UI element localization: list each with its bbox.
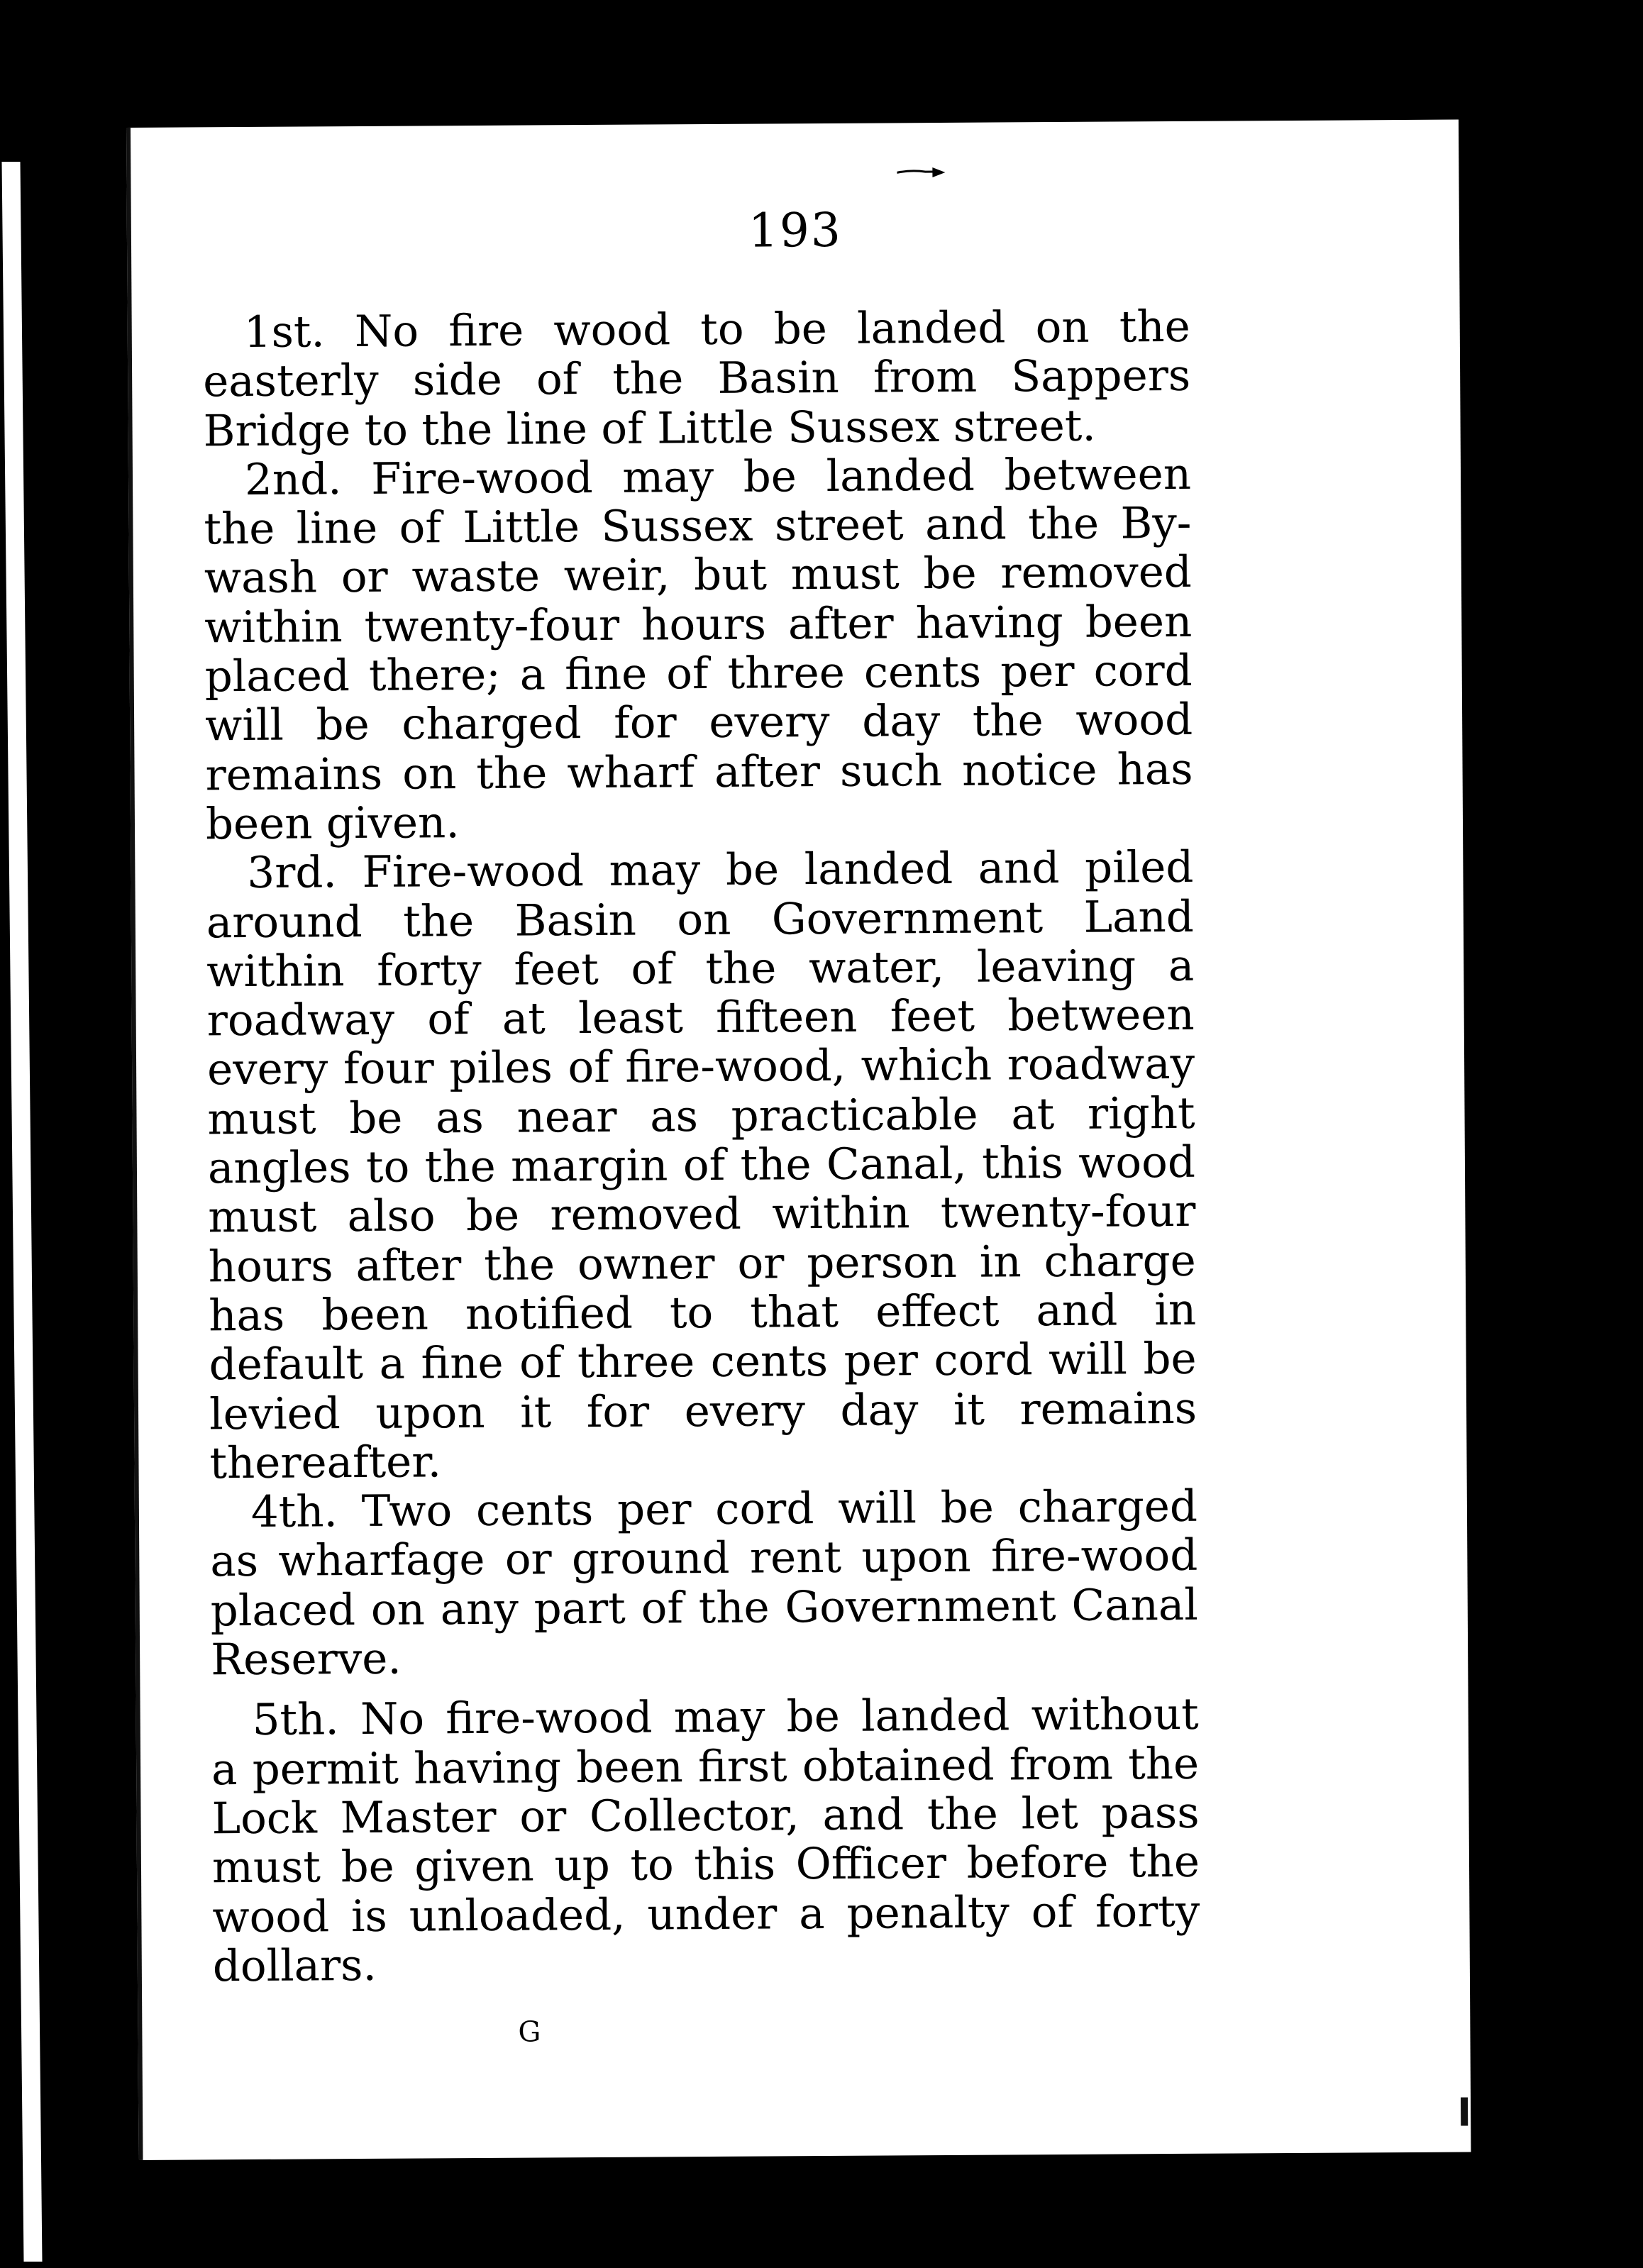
- text-line: angles to the margin of the Canal, this wood: [207, 1136, 1196, 1194]
- text-line: every four piles of fire-wood, which roadway: [206, 1039, 1195, 1095]
- text-line: a permit having been first obtained from the: [211, 1738, 1200, 1795]
- text-line: hours after the owner or person in charge: [208, 1235, 1197, 1292]
- text-line: placed on any part of the Government Canal: [210, 1579, 1198, 1637]
- text-line: must also be removed within twenty-four: [208, 1186, 1196, 1243]
- paragraph: [206, 843, 1197, 1488]
- signature-mark: G: [518, 2015, 541, 2049]
- paragraph: [203, 302, 1191, 455]
- scan-edge-strip: [2, 162, 43, 2262]
- page-edge-mark: [1461, 2098, 1468, 2126]
- text-line: 1st. No fire wood to be landed on the: [243, 301, 1190, 358]
- text-line: 3rd. Fire-wood may be landed and piled: [247, 842, 1194, 899]
- paragraph: [204, 450, 1193, 849]
- text-line: been given.: [205, 797, 460, 850]
- text-line: around the Basin on Government Land: [206, 891, 1195, 948]
- book-page: [126, 120, 1471, 2160]
- text-line: must be as near as practicable at right: [207, 1088, 1195, 1145]
- text-line: Lock Master or Collector, and the let pass: [211, 1787, 1200, 1844]
- text-line: the line of Little Sussex street and the By-: [204, 498, 1192, 555]
- text-line: wood is unloaded, under a penalty of forty: [212, 1886, 1200, 1942]
- paragraph: [211, 1690, 1201, 1991]
- text-line: placed there; a fine of three cents per cord: [204, 645, 1193, 702]
- arrow-mark-icon: [897, 165, 946, 179]
- text-line: within twenty-four hours after having been: [204, 596, 1193, 653]
- text-line: 4th. Two cents per cord will be charged: [250, 1481, 1198, 1538]
- text-line: within forty feet of the water, leaving a: [206, 940, 1195, 997]
- text-line: easterly side of the Basin from Sappers: [202, 350, 1191, 407]
- text-line: remains on the wharf after such notice has: [205, 743, 1193, 801]
- text-line: default a fine of three cents per cord will be: [209, 1334, 1197, 1390]
- text-line: 2nd. Fire-wood may be landed between: [244, 448, 1192, 505]
- text-line: roadway of at least fifteen feet between: [206, 989, 1195, 1046]
- text-line: dollars.: [212, 1940, 377, 1992]
- text-line: Reserve.: [210, 1633, 402, 1686]
- paragraph: [210, 1482, 1199, 1685]
- page-number: 193: [748, 202, 843, 258]
- text-line: thereafter.: [209, 1437, 442, 1489]
- text-line: as wharfage or ground rent upon fire-wood: [210, 1530, 1198, 1587]
- text-line: wash or waste weir, but must be removed: [204, 547, 1193, 604]
- text-line: has been notified to that effect and in: [209, 1284, 1197, 1342]
- text-line: will be charged for every day the wood: [204, 695, 1193, 751]
- text-line: levied upon it for every day it remains: [209, 1383, 1197, 1439]
- page-text: [203, 302, 1200, 1991]
- text-line: Bridge to the line of Little Sussex street.: [203, 400, 1096, 456]
- text-line: 5th. No fire-wood may be landed without: [252, 1689, 1199, 1746]
- text-line: must be given up to this Officer before the: [211, 1837, 1200, 1893]
